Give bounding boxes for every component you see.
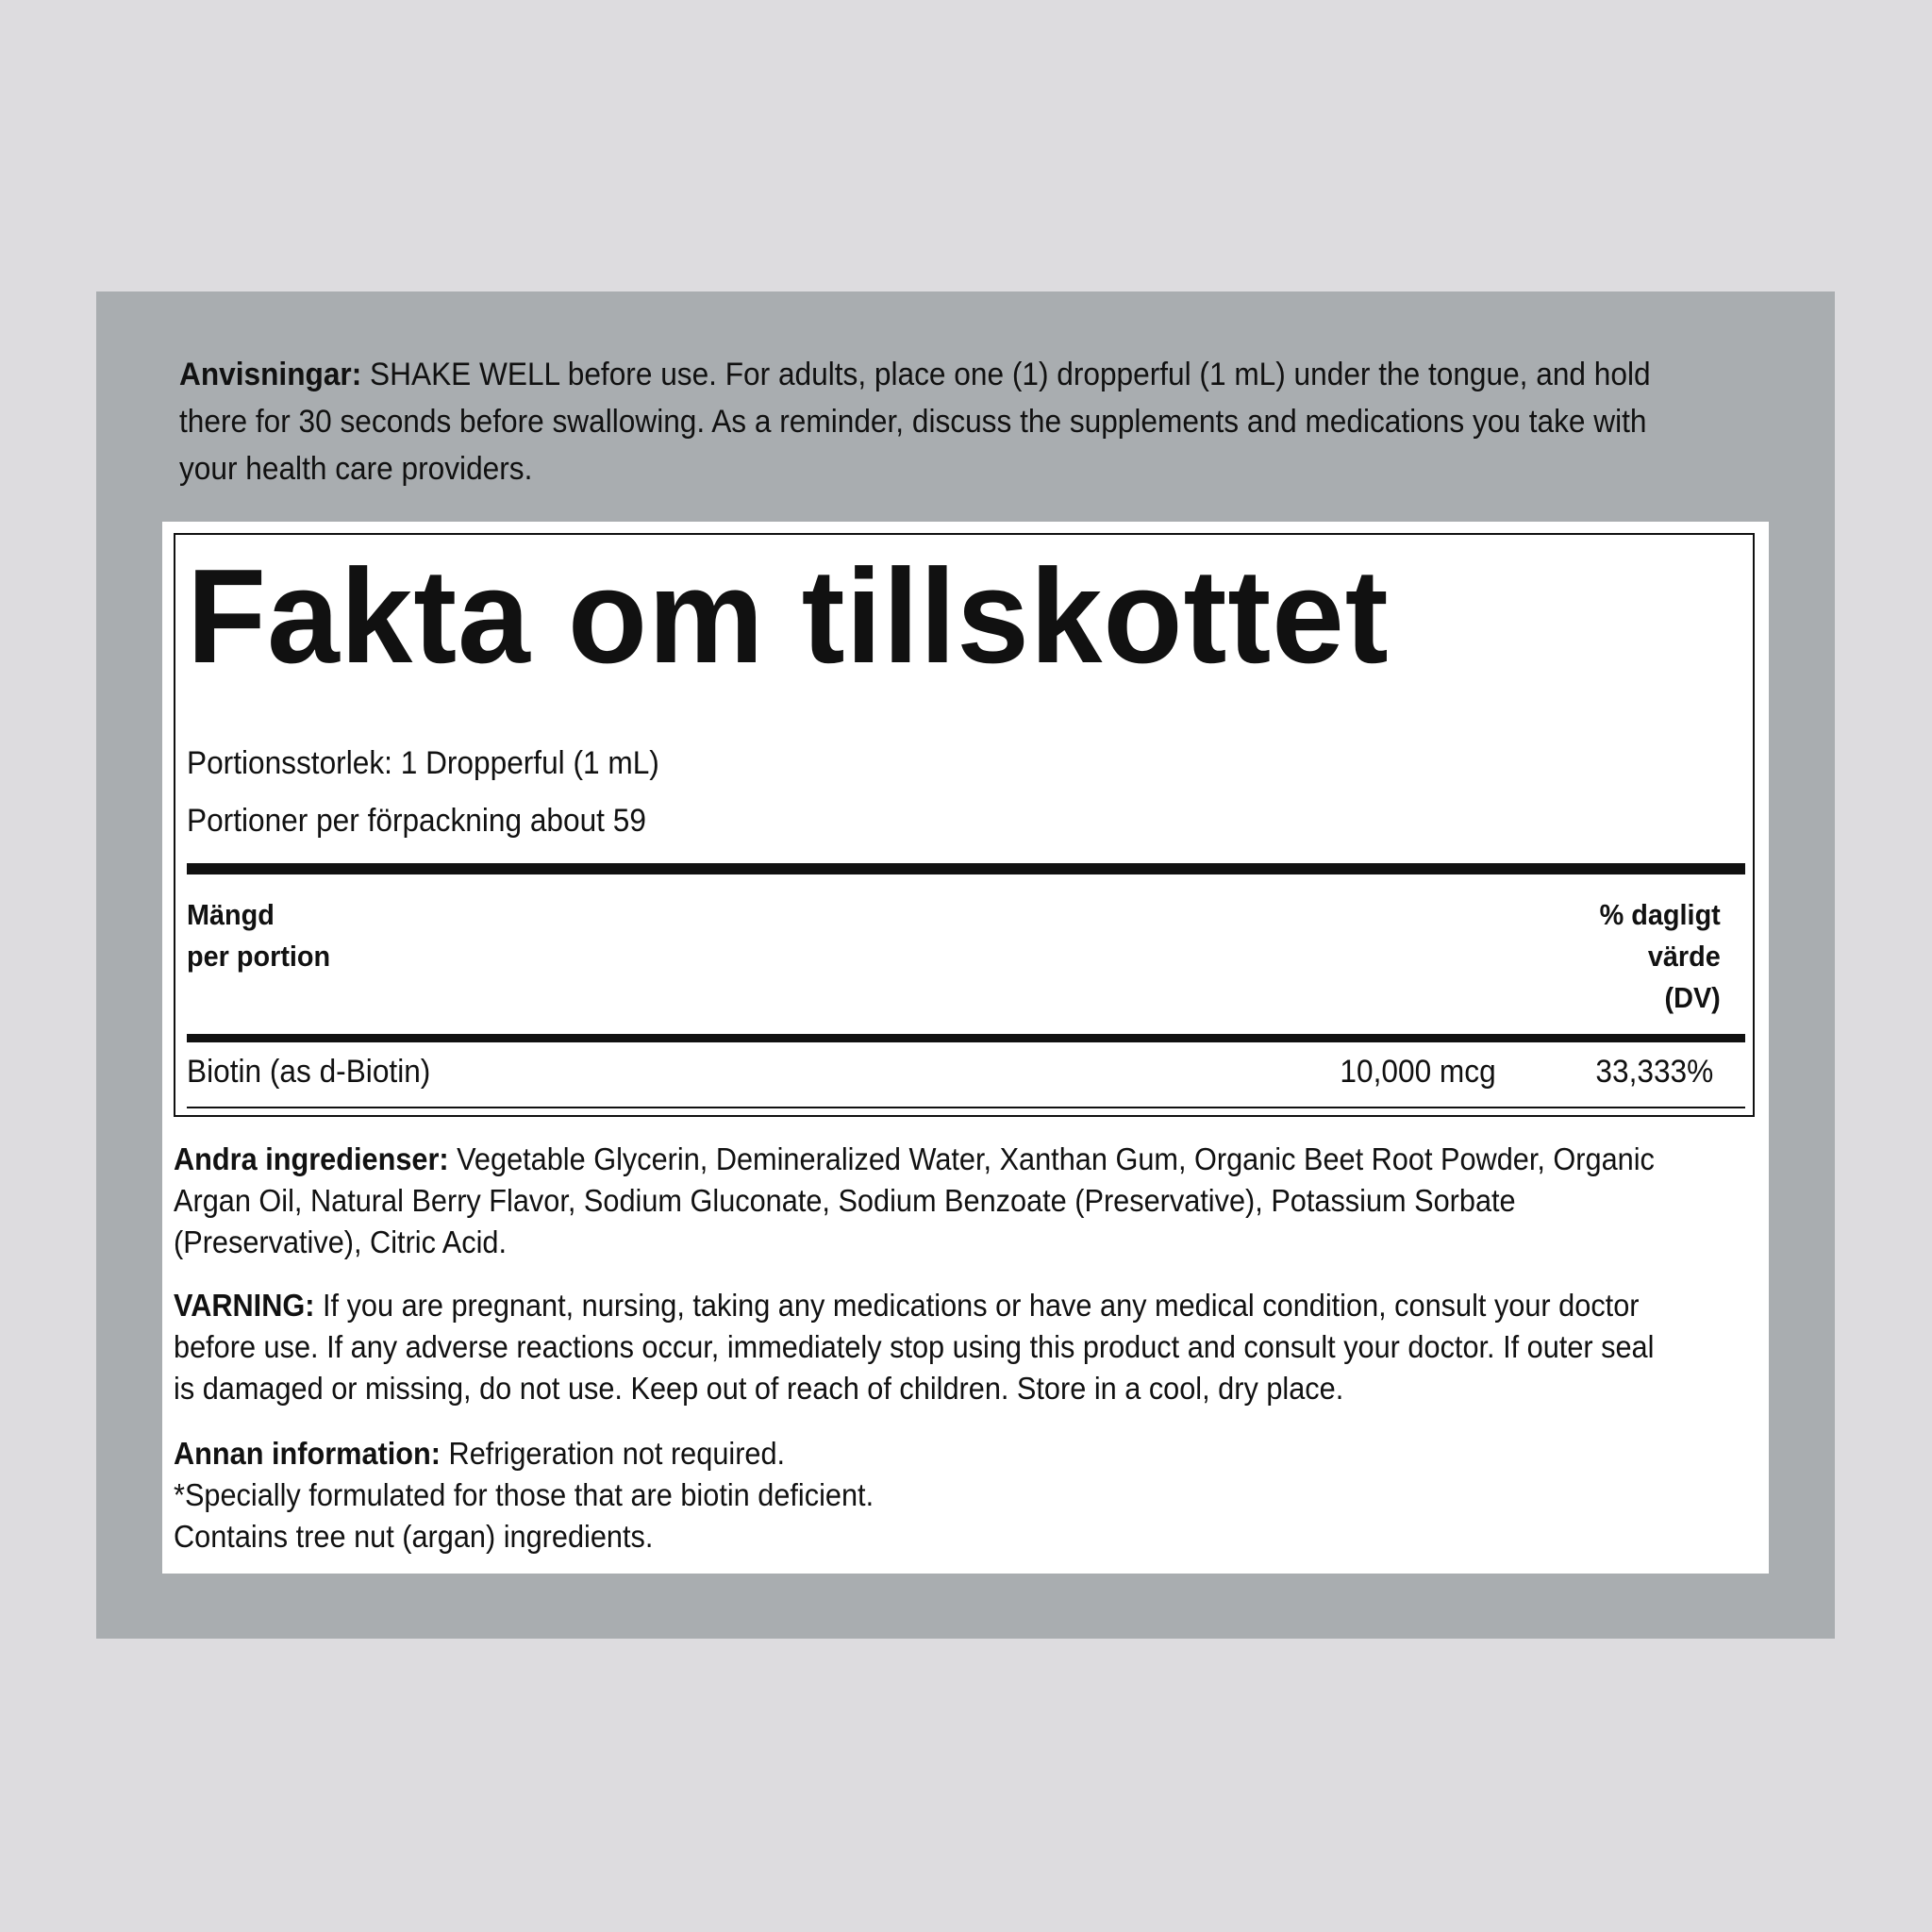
directions-text (179, 351, 1653, 492)
other-info-label: Annan information: (174, 1436, 441, 1471)
other-information (174, 1433, 1665, 1557)
dv-header-line: % dagligt (1599, 898, 1721, 931)
facts-title: Fakta om tillskottet (187, 541, 1390, 691)
other-info-line (174, 1433, 1665, 1474)
supplement-facts-box (174, 533, 1755, 1117)
other-ingredients (174, 1139, 1665, 1263)
biotin-deficiency-note: *Specially formulated for those that are biotin deficient. (174, 1477, 874, 1512)
divider-thick (187, 863, 1745, 874)
divider-thick (187, 1034, 1745, 1042)
daily-value-header (1600, 894, 1721, 1019)
directions-body: SHAKE WELL before use. For adults, place one (1) dropperful (1 mL) under the tongue, and hold there for 30 seconds before swallowing. As a reminder, discuss the supplements and medications you take with your health care providers. (179, 357, 1651, 487)
amount-header-line: Mängd (187, 898, 275, 931)
amount-header-line: per portion (187, 940, 331, 973)
dv-header-line: värde (1648, 940, 1721, 973)
nutrient-row (187, 1048, 1713, 1095)
dv-header-line: (DV) (1664, 981, 1721, 1014)
nutrient-amount: 10,000 mcg (1340, 1054, 1496, 1090)
warning-text: If you are pregnant, nursing, taking any medications or have any medical condition, consult your doctor before use. If any adverse reactions occur, immediately stop using this product and consult your doctor. If outer seal is damaged or missing, do not use. Keep out of reach of children. Store in a cool, dry place. (174, 1288, 1655, 1406)
warning-label: VARNING: (174, 1288, 315, 1323)
nutrient-name: Biotin (as d-Biotin) (187, 1054, 431, 1090)
other-ingredients-text: Vegetable Glycerin, Demineralized Water, Xanthan Gum, Organic Beet Root Powder, Organic Argan Oil, Natural Berry Flavor, Sodium Gluconate, Sodium Benzoate (Preservative), Potassium Sorbate (Preservative), Citric Acid. (174, 1141, 1655, 1259)
amount-per-serving-header (187, 894, 330, 977)
serving-size: Portionsstorlek: 1 Dropperful (1 mL) (187, 745, 659, 781)
directions-label: Anvisningar: (179, 357, 362, 392)
other-ingredients-label: Andra ingredienser: (174, 1141, 449, 1176)
other-info-text: Refrigeration not required. (441, 1436, 786, 1471)
allergen-note: Contains tree nut (argan) ingredients. (174, 1519, 654, 1554)
nutrient-daily-value: 33,333% (1595, 1054, 1713, 1090)
divider-thin (187, 1107, 1745, 1108)
warning (174, 1285, 1665, 1409)
servings-per-container: Portioner per förpackning about 59 (187, 803, 646, 839)
